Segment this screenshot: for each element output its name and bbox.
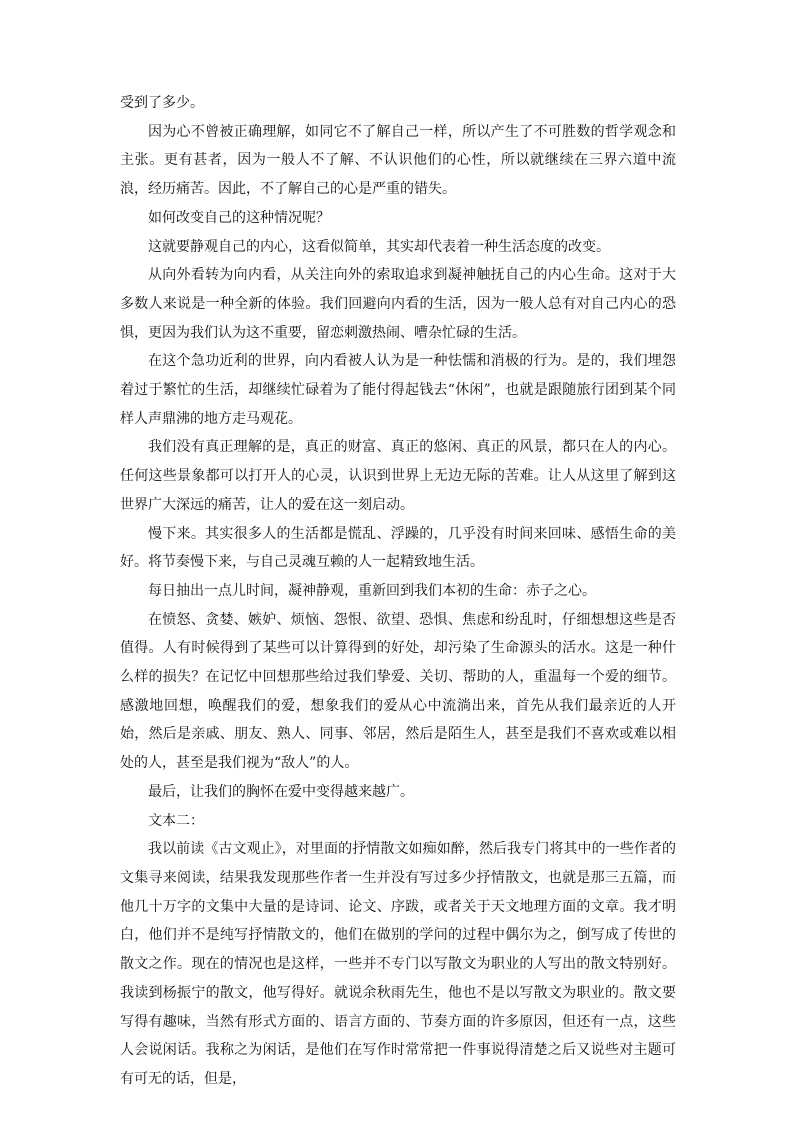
paragraph: 每日抽出一点儿时间，凝神静观，重新回到我们本初的生命：赤子之心。 [148, 582, 596, 599]
paragraph: 在这个急功近利的世界，向内看被人认为是一种怯懦和消极的行为。是的，我们埋怨着过于繁忙的生活，却继续忙碌着为了能付得起钱去“休闲”，也就是跟随旅行团到某个同样人声鼎沸的地方走马观花。 [120, 353, 676, 427]
document-body [120, 89, 676, 1094]
paragraph: 我以前读《古文观止》，对里面的抒情散文如痴如醉，然后我专门将其中的一些作者的文集寻来阅读，结果我发现那些作者一生并没有写过多少抒情散文，也就是那三五篇，而他几十万字的文集中大量的是诗词、论文、序跋，或者关于天文地理方面的文章。我才明白，他们并不是纯写抒情散文的，他们在做别的学问的过程中偶尔为之，倒写成了传世的散文之作。现在的情况也是这样，一些并不专门以写散文为职业的人写出的散文特别好。我读到杨振宁的散文，他写得好。就说余秋雨先生，他也不是以写散文为职业的。散文要写得有趣味，当然有形式方面的、语言方面的、节奏方面的许多原因，但还有一点，这些人会说闲话。我称之为闲话，是他们在写作时常常把一件事说得清楚之后又说些对主题可有可无的话，但是， [120, 841, 676, 1087]
paragraph: 最后，让我们的胸怀在爱中变得越来越广。 [148, 783, 414, 800]
paragraph: 这就要静观自己的内心，这看似简单，其实却代表着一种生活态度的改变。 [148, 238, 610, 255]
paragraph-continuation: 受到了多少。 [120, 95, 204, 111]
paragraph: 在愤怒、贪婪、嫉妒、烦恼、怨恨、欲望、恐惧、焦虑和纷乱时，仔细想想这些是否值得。人有时候得到了某些可以计算得到的好处，却污染了生命源头的活水。这是一种什么样的损失？在记忆中回想那些给过我们挚爱、关切、帮助的人，重温每一个爱的细节。感激地回想，唤醒我们的爱，想象我们的爱从心中流淌出来，首先从我们最亲近的人开始，然后是亲戚、朋友、熟人、同事、邻居，然后是陌生人，甚至是我们不喜欢或难以相处的人，甚至是我们视为“敌人”的人。 [120, 611, 676, 772]
paragraph: 如何改变自己的这种情况呢？ [148, 209, 330, 226]
paragraph: 因为心不曾被正确理解，如同它不了解自己一样，所以产生了不可胜数的哲学观念和主张。更有甚者，因为一般人不了解、不认识他们的心性，所以就继续在三界六道中流浪，经历痛苦。因此，不了解自己的心是严重的错失。 [120, 123, 676, 198]
paragraph: 从向外看转为向内看，从关注向外的索取追求到凝神触抚自己的内心生命。这对于大多数人来说是一种全新的体验。我们回避向内看的生活，因为一般人总有对自己内心的恐惧，更因为我们认为这不重要，留恋刺激热闹、嘈杂忙碌的生活。 [120, 267, 676, 341]
paragraph: 慢下来。其实很多人的生活都是慌乱、浮躁的，几乎没有时间来回味、感悟生命的美好。将节奏慢下来，与自己灵魂互赖的人一起精致地生活。 [120, 525, 676, 571]
paragraph: 我们没有真正理解的是，真正的财富、真正的悠闲、真正的风景，都只在人的内心。任何这些景象都可以打开人的心灵，认识到世界上无边无际的苦难。让人从这里了解到这世界广大深远的痛苦，让人的爱在这一刻启动。 [120, 439, 676, 513]
section-heading: 文本二： [148, 812, 204, 829]
